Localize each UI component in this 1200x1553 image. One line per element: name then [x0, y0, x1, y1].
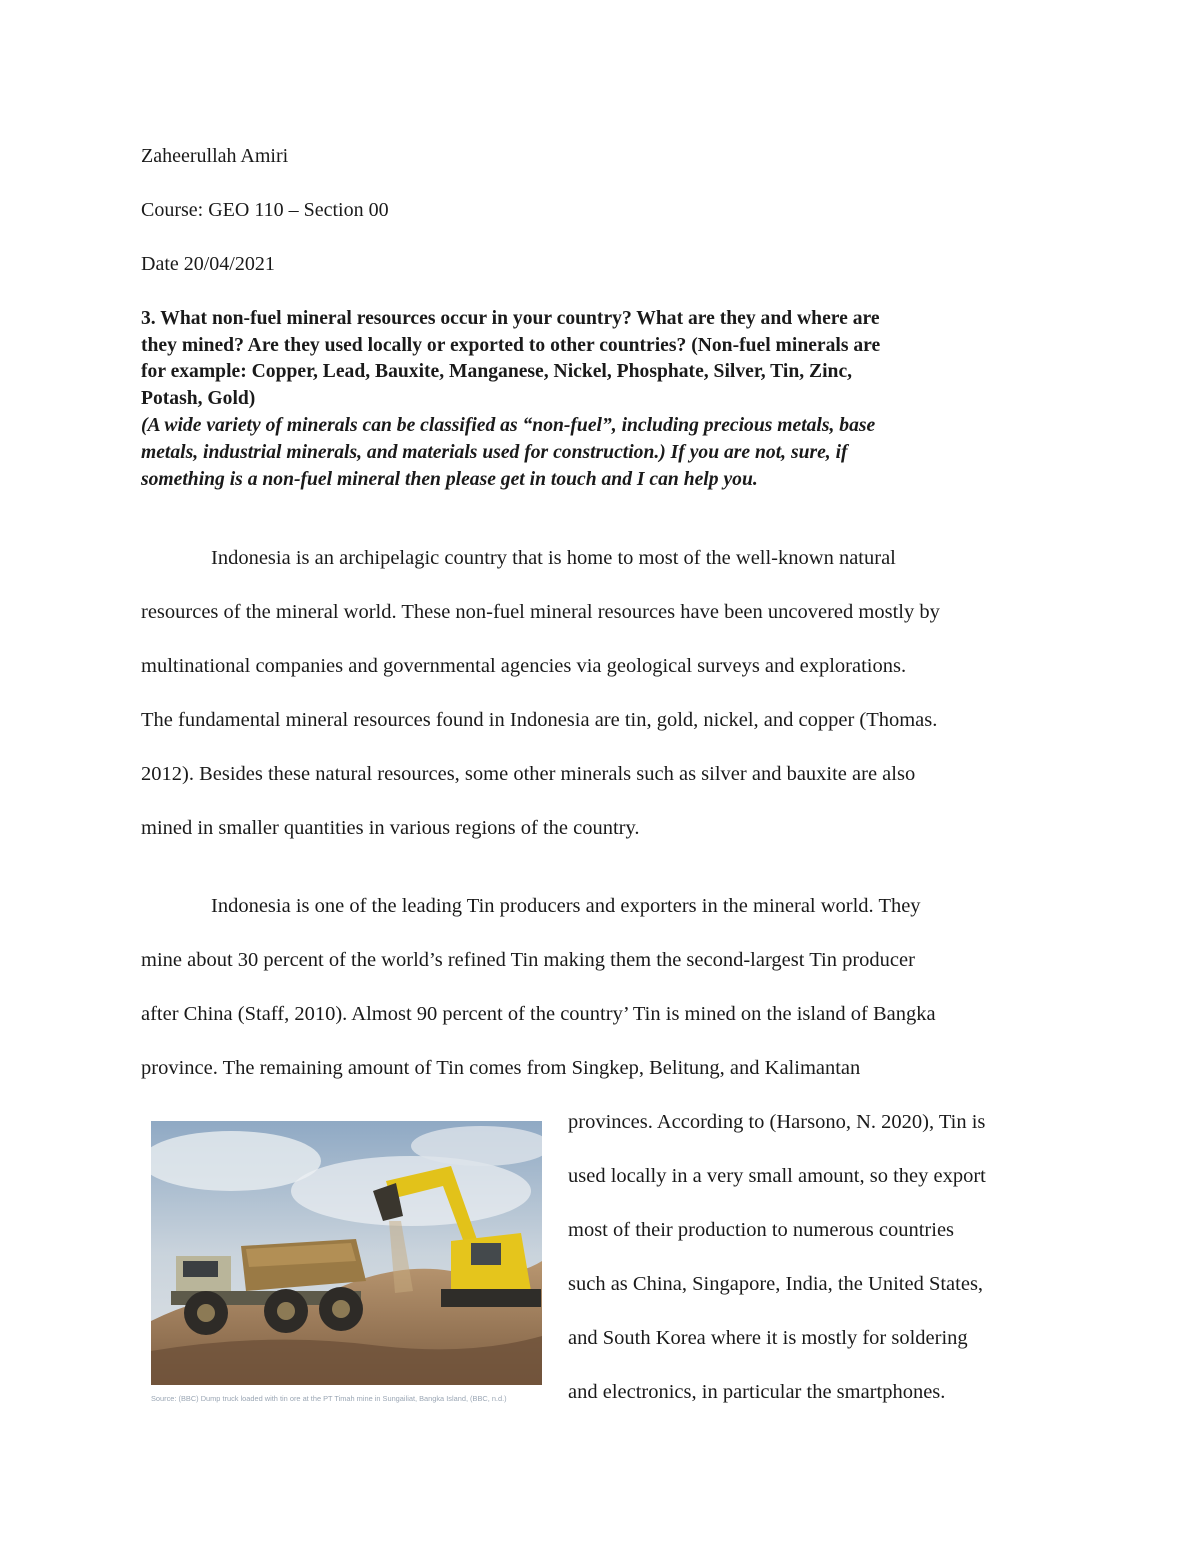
question-note-line: (A wide variety of minerals can be classified as “non-fuel”, including precious metals, base [141, 415, 876, 436]
author-name: Zaheerullah Amiri [141, 145, 289, 167]
question-line: they mined? Are they used locally or exported to other countries? (Non-fuel minerals are [141, 335, 881, 356]
body-line: Indonesia is one of the leading Tin producers and exporters in the mineral world. They [211, 895, 921, 917]
body-line: most of their production to numerous countries [568, 1219, 955, 1241]
body-line: Indonesia is an archipelagic country that is home to most of the well-known natural [211, 547, 896, 569]
question-line: 3. What non-fuel mineral resources occur in your country? What are they and where are [141, 308, 880, 329]
body-line: such as China, Singapore, India, the United States, [568, 1273, 984, 1295]
body-line: provinces. According to (Harsono, N. 2020), Tin is [568, 1111, 986, 1133]
body-line: and South Korea where it is mostly for soldering [568, 1327, 968, 1349]
mining-photo [151, 1121, 542, 1385]
body-line: mined in smaller quantities in various regions of the country. [141, 817, 640, 839]
photo-caption: Source: (BBC) Dump truck loaded with tin ore at the PT Timah mine in Sungailiat, Bangka Island, (BBC, n.d.) [151, 1394, 507, 1403]
question-note-line: something is a non-fuel mineral then please get in touch and I can help you. [141, 469, 758, 490]
question-line: for example: Copper, Lead, Bauxite, Manganese, Nickel, Phosphate, Silver, Tin, Zinc, [141, 361, 853, 382]
body-line: The fundamental mineral resources found in Indonesia are tin, gold, nickel, and copper (Thomas. [141, 709, 938, 731]
question-note-line: metals, industrial minerals, and materials used for construction.) If you are not, sure, if [141, 442, 848, 463]
body-line: multinational companies and governmental agencies via geological surveys and explorations. [141, 655, 907, 677]
body-line: mine about 30 percent of the world’s refined Tin making them the second-largest Tin producer [141, 949, 915, 971]
body-line: province. The remaining amount of Tin comes from Singkep, Belitung, and Kalimantan [141, 1057, 861, 1079]
date-line: Date 20/04/2021 [141, 253, 275, 275]
body-line: after China (Staff, 2010). Almost 90 percent of the country’ Tin is mined on the island of Bangka [141, 1003, 936, 1025]
body-line: used locally in a very small amount, so they export [568, 1165, 986, 1187]
body-line: 2012). Besides these natural resources, some other minerals such as silver and bauxite are also [141, 763, 916, 785]
course-line: Course: GEO 110 – Section 00 [141, 199, 389, 221]
question-line: Potash, Gold) [141, 388, 256, 409]
body-line: and electronics, in particular the smartphones. [568, 1381, 946, 1403]
body-line: resources of the mineral world. These non-fuel mineral resources have been uncovered mostly by [141, 601, 940, 623]
